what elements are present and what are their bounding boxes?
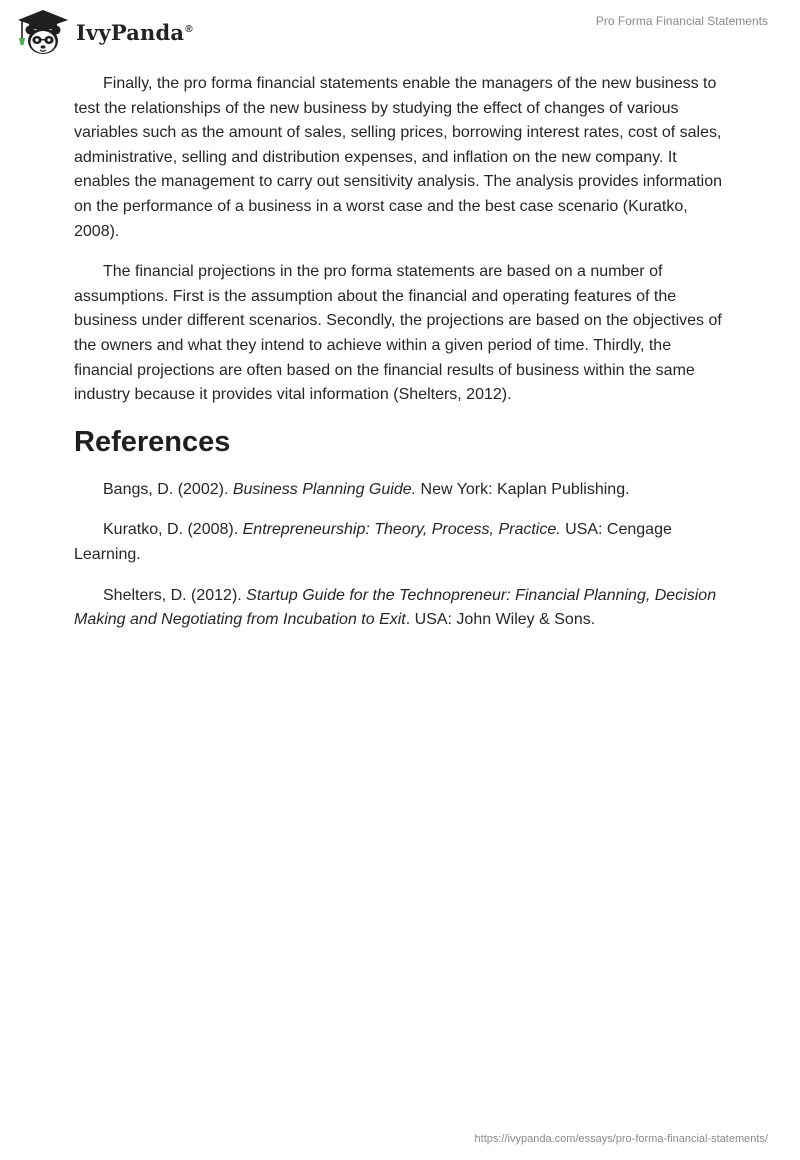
registered-mark: ®: [185, 23, 193, 35]
reference-entry: [74, 518, 734, 567]
reference-title: Entrepreneurship: Theory, Process, Practice.: [242, 521, 561, 539]
page-title: Pro Forma Financial Statements: [595, 14, 768, 28]
essay-body: [74, 72, 734, 649]
logo-text: IvyPanda: [76, 19, 185, 45]
footer-url-link[interactable]: https://ivypanda.com/essays/pro-forma-financial-statements/: [474, 1133, 768, 1145]
reference-title: Startup Guide for the Technopreneur: Financial Planning, Decision Making and Negotiating from Incubation to Exit: [74, 586, 717, 629]
reference-publisher: USA: Cengage Learning.: [74, 521, 672, 563]
reference-author-year: Kuratko, D. (2008).: [103, 521, 243, 539]
reference-author-year: Bangs, D. (2002).: [103, 480, 233, 498]
reference-publisher: . USA: John Wiley & Sons.: [405, 611, 596, 629]
page-header: [0, 0, 800, 60]
ivypanda-logo[interactable]: [14, 8, 193, 56]
body-paragraph: Finally, the pro forma financial statements enable the managers of the new business to test the relationships of the new business by studying the effect of changes of various variables such as the amount of sales, selling prices, borrowing interest rates, cost of sales, administrative, selling and distribution expenses, and inflation on the new company. It enables the management to carry out sensitivity analysis. The analysis provides information on the performance of a business in a worst case and the best case scenario (Kuratko, 2008).: [74, 75, 723, 240]
body-paragraph: The financial projections in the pro forma statements are based on a number of assumptions. First is the assumption about the financial and operating features of the business under different scenarios. Secondly, the projections are based on the objectives of the owners and what they intend to achieve within a given period of time. Thirdly, the financial projections are often based on the financial results of business within the same industry because it provides vital information (Shelters, 2012).: [74, 263, 722, 404]
panda-graduate-icon: [14, 8, 72, 56]
reference-entry: [74, 478, 734, 503]
logo-wordmark: [76, 19, 193, 45]
reference-publisher: New York: Kaplan Publishing.: [416, 480, 630, 498]
references-heading: References: [74, 425, 231, 458]
reference-entry: [74, 584, 734, 633]
reference-author-year: Shelters, D. (2012).: [103, 586, 247, 604]
reference-title: Business Planning Guide.: [232, 480, 417, 498]
